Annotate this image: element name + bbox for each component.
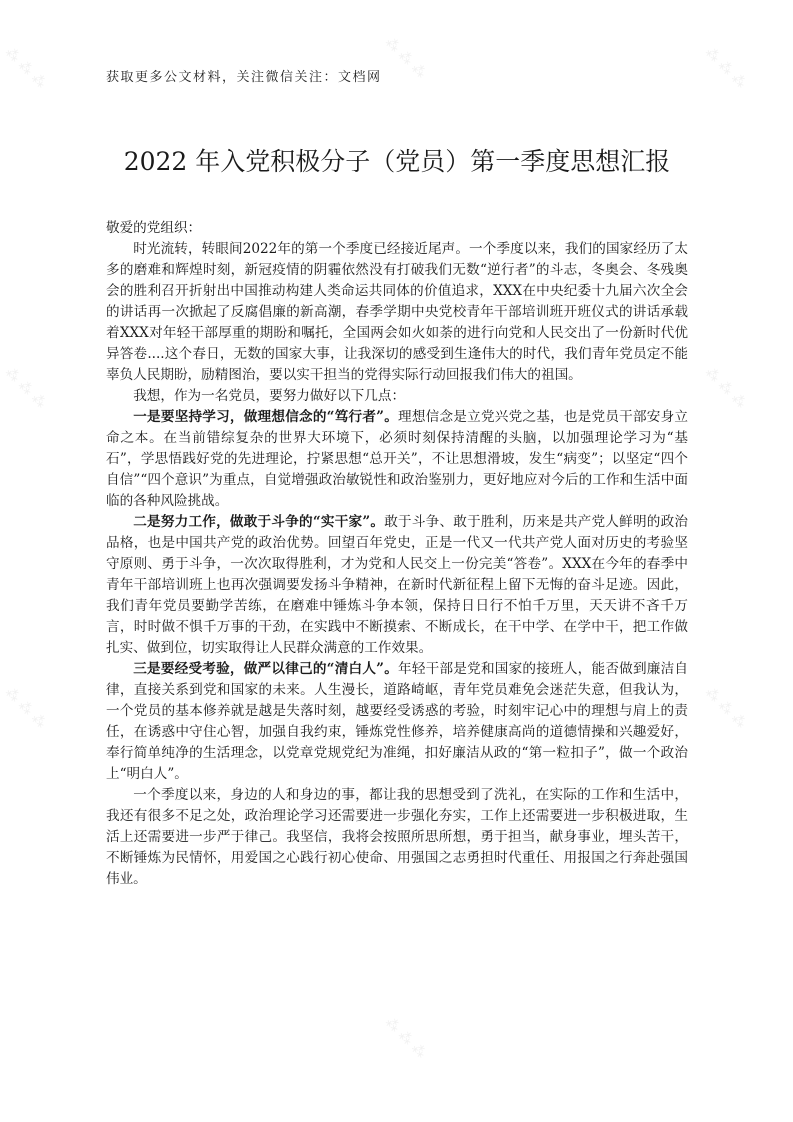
paragraph-point-one — [106, 407, 688, 512]
paragraph-text: 理想信念是立党兴党之基，也是党员干部安身立命之本。在当前错综复杂的世界大环境下，必须时刻保持清醒的头脑，以加强理论学习为“基石”，学思悟践好党的先进理论，拧紧思想“总开关”，不让思想滑坡，发生“病变”；以坚定“四个自信”“四个意识”为重点，自觉增强政治敏锐性和政治鉴别力，更好地应对今后的工作和生活中面临的各种风险挑战。 — [106, 409, 689, 509]
watermark: ⁂ ⁂ ⁂ — [381, 1014, 430, 1062]
paragraph-lead: 一是要坚持学习，做理想信念的“笃行者”。 — [133, 409, 399, 425]
paragraph-point-two — [106, 512, 688, 659]
watermark: ⁂ ⁂ ⁂ — [1, 684, 50, 732]
page-title: 2022 年入党积极分子（党员）第一季度思想汇报 — [123, 147, 671, 176]
watermark: ⁂ ⁂ ⁂ — [701, 44, 750, 92]
paragraph-conclusion — [106, 785, 688, 890]
paragraph-text: 敢于斗争、敢于胜利，历来是共产党人鲜明的政治品格，也是中国共产党的政治优势。回望百年党史，正是一代又一代共产党人面对历史的考验坚守原则、勇于斗争，一次次取得胜利，才为党和人民交上一份完美“答卷”。XXX在今年的春季中青年干部培训班上也再次强调要发扬斗争精神，在新时代新征程上留下无悔的奋斗足迹。因此，我们青年党员要勤学苦练，在磨难中锤炼斗争本领，保持日日行不怕千万里，天天讲不吝千万言，时时做不惧千万事的干劲，在实践中不断摸索、不断成长，在干中学、在学中干，把工作做扎实、做到位，切实取得让人民群众满意的工作效果。 — [106, 514, 688, 656]
watermark: ⁂ ⁂ ⁂ — [701, 684, 750, 732]
watermark: ⁂ ⁂ ⁂ — [1, 44, 50, 92]
paragraph-transition — [106, 386, 688, 407]
header-note: 获取更多公文材料，关注微信关注：文档网 — [106, 70, 382, 85]
watermark: ⁂ ⁂ ⁂ — [701, 364, 750, 412]
watermark: ⁂ ⁂ ⁂ — [1, 364, 50, 412]
paragraph-point-three — [106, 659, 688, 785]
paragraph-text: 时光流转，转眼间2022年的第一个季度已经接近尾声。一个季度以来，我们的国家经历了太多的磨难和辉煌时刻，新冠疫情的阴霾依然没有打破我们无数“逆行者”的斗志，冬奥会、冬残奥会的胜利召开折射出中国推动构建人类命运共同体的价值追求，XXX在中央纪委十九届六次全会的讲话再一次掀起了反腐倡廉的新高潮，春季学期中央党校青年干部培训班开班仪式的讲话承载着XXX对年轻干部厚重的期盼和嘱托，全国两会如火如荼的进行向党和人民交出了一份新时代优异答卷....这个春日，无数的国家大事，让我深切的感受到生逢伟大的时代，我们青年党员定不能辜负人民期盼，励精图治，要以实干担当的党得实际行动回报我们伟大的祖国。 — [106, 241, 688, 383]
paragraph-text: 一个季度以来，身边的人和身边的事，都让我的思想受到了洗礼，在实际的工作和生活中，我还有很多不足之处，政治理论学习还需要进一步强化夯实，工作上还需要进一步积极进取，生活上还需要进一步严于律己。我坚信，我将会按照所思所想，勇于担当，献身事业，埋头苦干，不断锤炼为民情怀，用爱国之心践行初心使命、用强国之志勇担时代重任、用报国之行奔赴强国伟业。 — [106, 787, 688, 887]
paragraph-text: 年轻干部是党和国家的接班人，能否做到廉洁自律，直接关系到党和国家的未来。人生漫长，道路崎岖，青年党员难免会迷茫失意，但我认为，一个党员的基本修养就是越是失落时刻，越要经受诱惑的考验，时刻牢记心中的理想与肩上的责任，在诱惑中守住心智，加强自我约束，锤炼党性修养，培养健康高尚的道德情操和兴趣爱好，奉行简单纯净的生活理念，以党章党规党纪为准绳，扣好廉洁从政的“第一粒扣子”，做一个政治上“明白人”。 — [106, 661, 689, 782]
paragraph-lead: 二是努力工作，做敢于斗争的“实干家”。 — [133, 514, 385, 530]
salutation: 敬爱的党组织： — [106, 220, 202, 236]
watermark: ⁂ ⁂ ⁂ — [381, 34, 430, 82]
paragraph-lead: 三是要经受考验，做严以律己的“清白人”。 — [133, 661, 399, 677]
paragraph-text: 我想，作为一名党员，要努力做好以下几点： — [133, 388, 406, 404]
document-body — [106, 218, 688, 890]
paragraph-intro — [106, 239, 688, 386]
